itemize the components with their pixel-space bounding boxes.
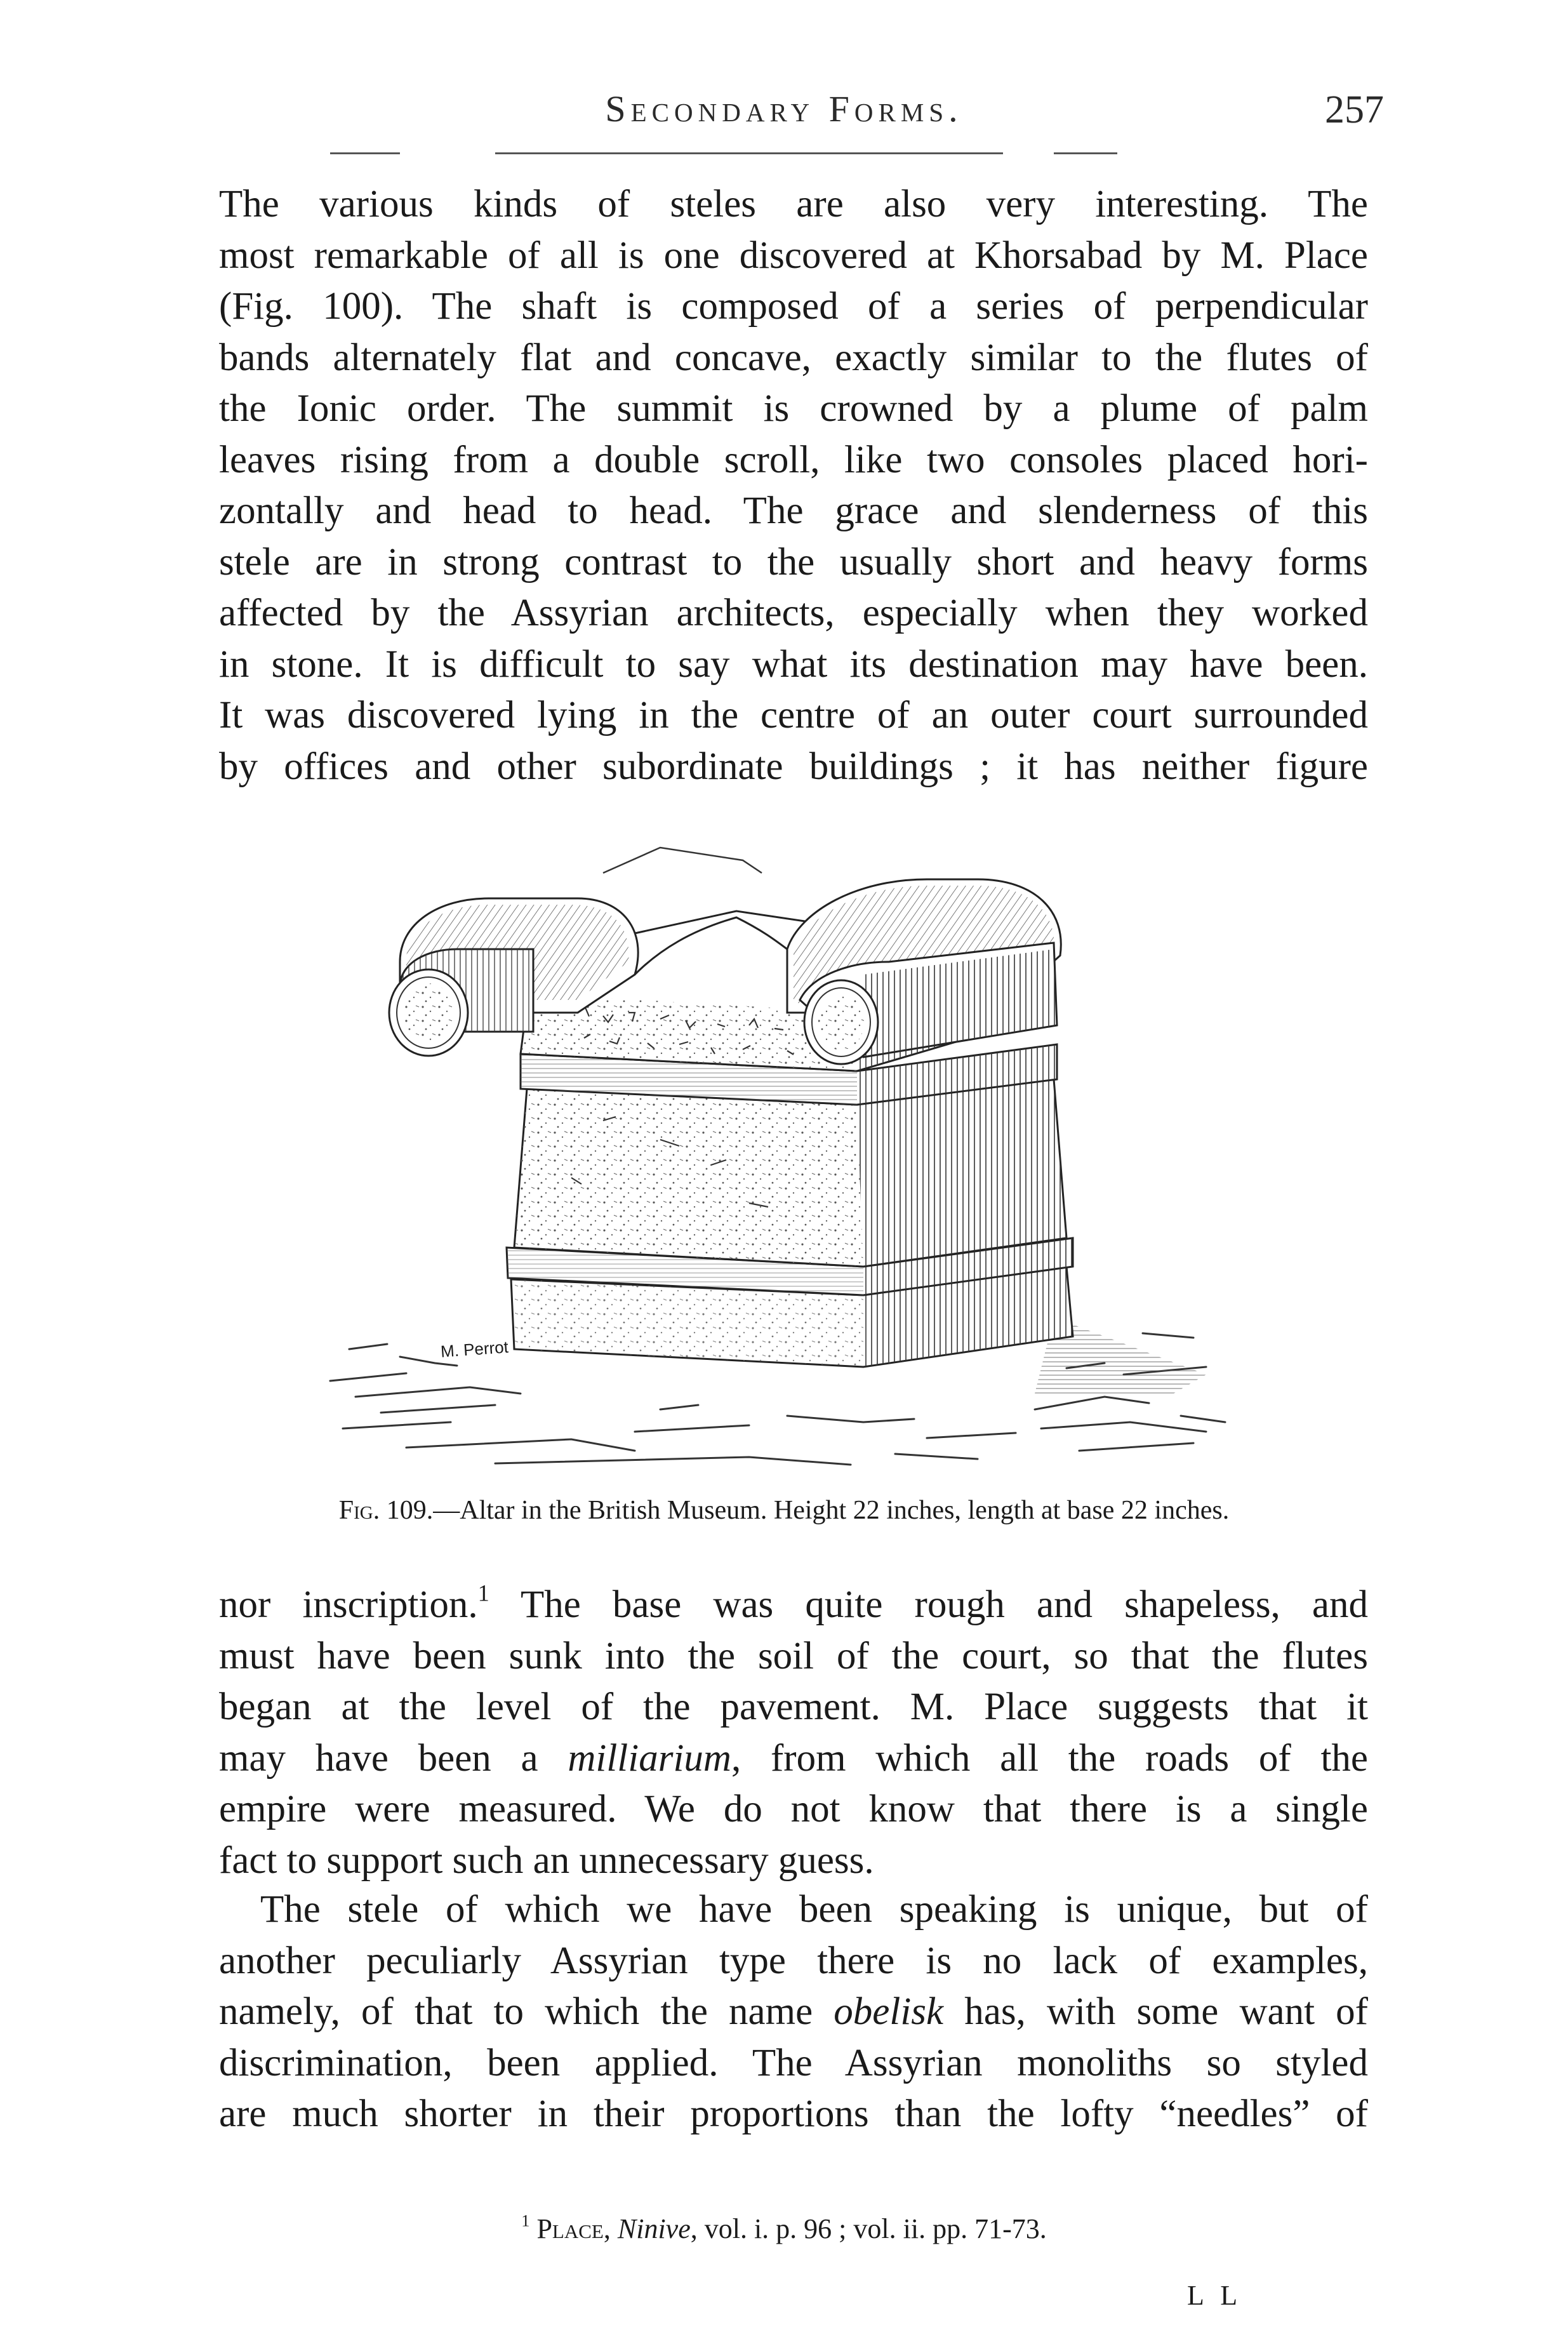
para3-line: another peculiarly Assyrian type there is no lack of examples,: [219, 1939, 1368, 1982]
para1-line: affected by the Assyrian architects, especially when they worked: [219, 592, 1368, 634]
paragraph-1: [219, 179, 1368, 792]
para1-line: stele are in strong contrast to the usually short and heavy forms: [219, 540, 1368, 583]
para2-line: began at the level of the pavement. M. Place suggests that it: [219, 1686, 1368, 1728]
para2-line1-rest: The base was quite rough and shapeless, and: [489, 1583, 1369, 1626]
artist-signature: M. Perrot: [437, 1337, 512, 1362]
para2-line: fact to support such an unnecessary guess.: [219, 1839, 874, 1882]
signature-mark: L L: [1187, 2280, 1243, 2311]
para1-line: most remarkable of all is one discovered at Khorsabad by M. Place: [219, 234, 1368, 277]
caption-label: Fig. 109.: [338, 1496, 434, 1525]
para3-line: [219, 1987, 1368, 2038]
para3-line: are much shorter in their proportions than the lofty “needles” of: [219, 2093, 1368, 2135]
page-number: 257: [1325, 88, 1384, 131]
caption-text: —Altar in the British Museum. Height 22 inches, length at base 22 inches.: [433, 1496, 1230, 1525]
para1-line: The various kinds of steles are also very interesting. The: [219, 183, 1368, 225]
para3-line3-a: namely, of that to which the name: [219, 1990, 834, 2033]
para1-line: by offices and other subordinate buildings ; it has neither figure: [219, 745, 1368, 788]
para3-line: The stele of which we have been speaking is unique, but of: [260, 1888, 1368, 1931]
para2-line: [219, 1580, 1368, 1631]
para2-line: empire were measured. We do not know that there is a single: [219, 1788, 1368, 1830]
para3-line: discrimination, been applied. The Assyrian monoliths so styled: [219, 2041, 1368, 2084]
figure-caption: [0, 1495, 1568, 1526]
para2-line: must have been sunk into the soil of the court, so that the flutes: [219, 1634, 1368, 1677]
para1-line: leaves rising from a double scroll, like two consoles placed hori-: [219, 438, 1368, 481]
header-rule-left: [330, 152, 400, 154]
para1-line: in stone. It is difficult to say what its destination may have been.: [219, 643, 1368, 686]
altar-illustration: [305, 822, 1263, 1482]
para2-line: [219, 1733, 1368, 1785]
header-rule-right: [1054, 152, 1117, 154]
footnote-author: Place: [536, 2213, 604, 2244]
term-obelisk: obelisk: [834, 1990, 944, 2033]
footnote-title: Ninive: [617, 2213, 691, 2244]
para3-line3-b: has, with some want of: [943, 1990, 1368, 2033]
para2-line4-b: , from which all the roads of the: [731, 1736, 1368, 1780]
para1-line: It was discovered lying in the centre of an outer court surrounded: [219, 694, 1368, 736]
para2-line1-text: nor inscription.: [219, 1583, 478, 1626]
paragraph-2: [219, 1580, 1368, 1886]
footnote-marker: 1: [521, 2211, 530, 2230]
footnote-rest: , vol. i. p. 96 ; vol. ii. pp. 71-73.: [690, 2213, 1047, 2244]
term-milliarium: milliarium: [568, 1736, 731, 1780]
para1-line: (Fig. 100). The shaft is composed of a series of perpendicular: [219, 285, 1368, 328]
para1-line: bands alternately flat and concave, exactly similar to the flutes of: [219, 336, 1368, 379]
para2-line4-a: may have been a: [219, 1736, 568, 1780]
header-rule-center: [495, 152, 1003, 154]
paragraph-3: [219, 1884, 1368, 2140]
footnote-ref: 1: [477, 1580, 489, 1606]
para1-line: the Ionic order. The summit is crowned by a plume of palm: [219, 387, 1368, 430]
para1-line: zontally and head to head. The grace and slenderness of this: [219, 489, 1368, 532]
running-title: Secondary Forms.: [605, 88, 963, 130]
footnote: $^1$ Place, Ninive, vol. i. p. 96 ; vol. ii. pp. 71-73.: [521, 2211, 1047, 2244]
